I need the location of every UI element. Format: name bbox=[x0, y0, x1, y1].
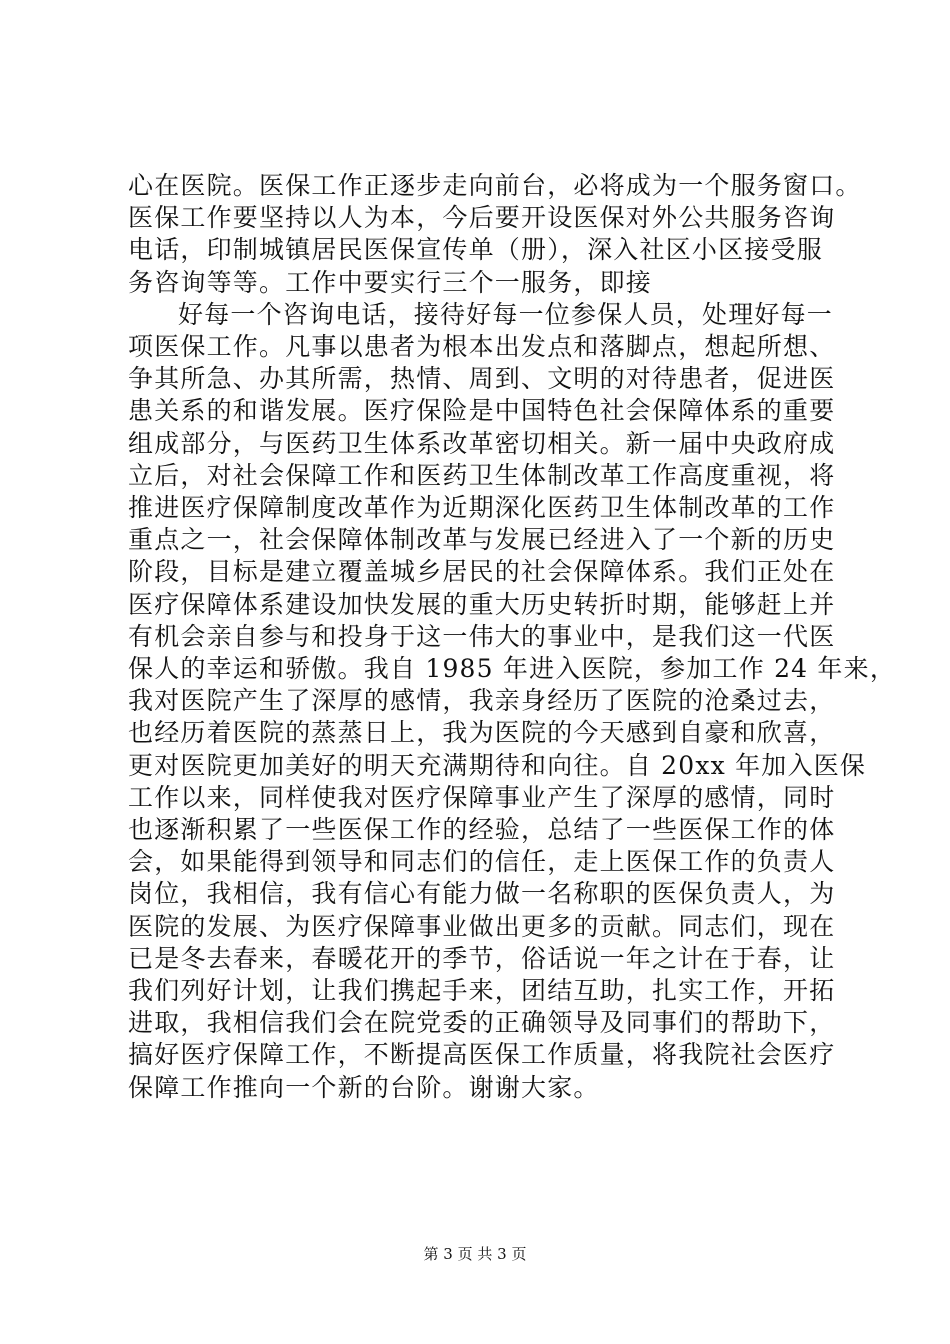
text-line: 务咨询等等。工作中要实行三个一服务，即接 bbox=[128, 267, 653, 297]
text-line: 我对医院产生了深厚的感情，我亲身经历了医院的沧桑过去， bbox=[128, 686, 836, 716]
text-line: 保障工作推向一个新的台阶。谢谢大家。 bbox=[128, 1072, 600, 1102]
text-line: 医保工作要坚持以人为本，今后要开设医保对外公共服务咨询 bbox=[128, 203, 836, 233]
text-line: 推进医疗保障制度改革作为近期深化医药卫生体制改革的工作 bbox=[128, 493, 836, 523]
text-line: 阶段，目标是建立覆盖城乡居民的社会保障体系。我们正处在 bbox=[128, 557, 836, 587]
text-line: 心在医院。医保工作正逐步走向前台，必将成为一个服务窗口。 bbox=[128, 171, 862, 200]
text-line: 医疗保障体系建设加快发展的重大历史转折时期，能够赶上并 bbox=[128, 589, 836, 619]
text-line: 我们列好计划，让我们携起手来，团结互助，扎实工作，开拓 bbox=[128, 976, 836, 1006]
text-line: 重点之一，社会保障体制改革与发展已经进入了一个新的历史 bbox=[128, 525, 836, 555]
text-line: 争其所急、办其所需，热情、周到、文明的对待患者，促进医 bbox=[128, 364, 836, 394]
text-line: 患关系的和谐发展。医疗保险是中国特色社会保障体系的重要 bbox=[128, 396, 836, 426]
text-line: 已是冬去春来，春暖花开的季节，俗话说一年之计在于春，让 bbox=[128, 943, 836, 973]
text-line: 组成部分，与医药卫生体系改革密切相关。新一届中央政府成 bbox=[128, 428, 836, 458]
text-line: 工作以来，同样使我对医疗保障事业产生了深厚的感情，同时 bbox=[128, 782, 836, 812]
text-line: 也逐渐积累了一些医保工作的经验，总结了一些医保工作的体 bbox=[128, 815, 836, 845]
text-line: 保人的幸运和骄傲。我自 1985 年进入医院，参加工作 24 年来， bbox=[128, 654, 897, 684]
paragraph-first-line: 好每一个咨询电话，接待好每一位参保人员，处理好每一 bbox=[178, 299, 834, 329]
text-line: 更对医院更加美好的明天充满期待和向往。自 20xx 年加入医保 bbox=[128, 750, 867, 780]
text-line: 会，如果能得到领导和同志们的信任，走上医保工作的负责人 bbox=[128, 847, 836, 877]
text-line: 电话，印制城镇居民医保宣传单（册），深入社区小区接受服 bbox=[128, 235, 823, 265]
text-line: 有机会亲自参与和投身于这一伟大的事业中，是我们这一代医 bbox=[128, 621, 836, 651]
text-line: 立后，对社会保障工作和医药卫生体制改革工作高度重视，将 bbox=[128, 460, 836, 490]
document-body bbox=[128, 170, 897, 1104]
text-line: 项医保工作。凡事以患者为根本出发点和落脚点，想起所想、 bbox=[128, 332, 836, 362]
text-line: 也经历着医院的蒸蒸日上，我为医院的今天感到自豪和欣喜， bbox=[128, 718, 836, 748]
page-number-footer: 第 3 页 共 3 页 bbox=[423, 1245, 527, 1263]
text-line: 医院的发展、为医疗保障事业做出更多的贡献。同志们，现在 bbox=[128, 911, 836, 941]
text-line: 搞好医疗保障工作，不断提高医保工作质量，将我院社会医疗 bbox=[128, 1040, 836, 1070]
text-line: 岗位，我相信，我有信心有能力做一名称职的医保负责人，为 bbox=[128, 879, 836, 909]
text-line: 进取，我相信我们会在院党委的正确领导及同事们的帮助下， bbox=[128, 1008, 836, 1038]
